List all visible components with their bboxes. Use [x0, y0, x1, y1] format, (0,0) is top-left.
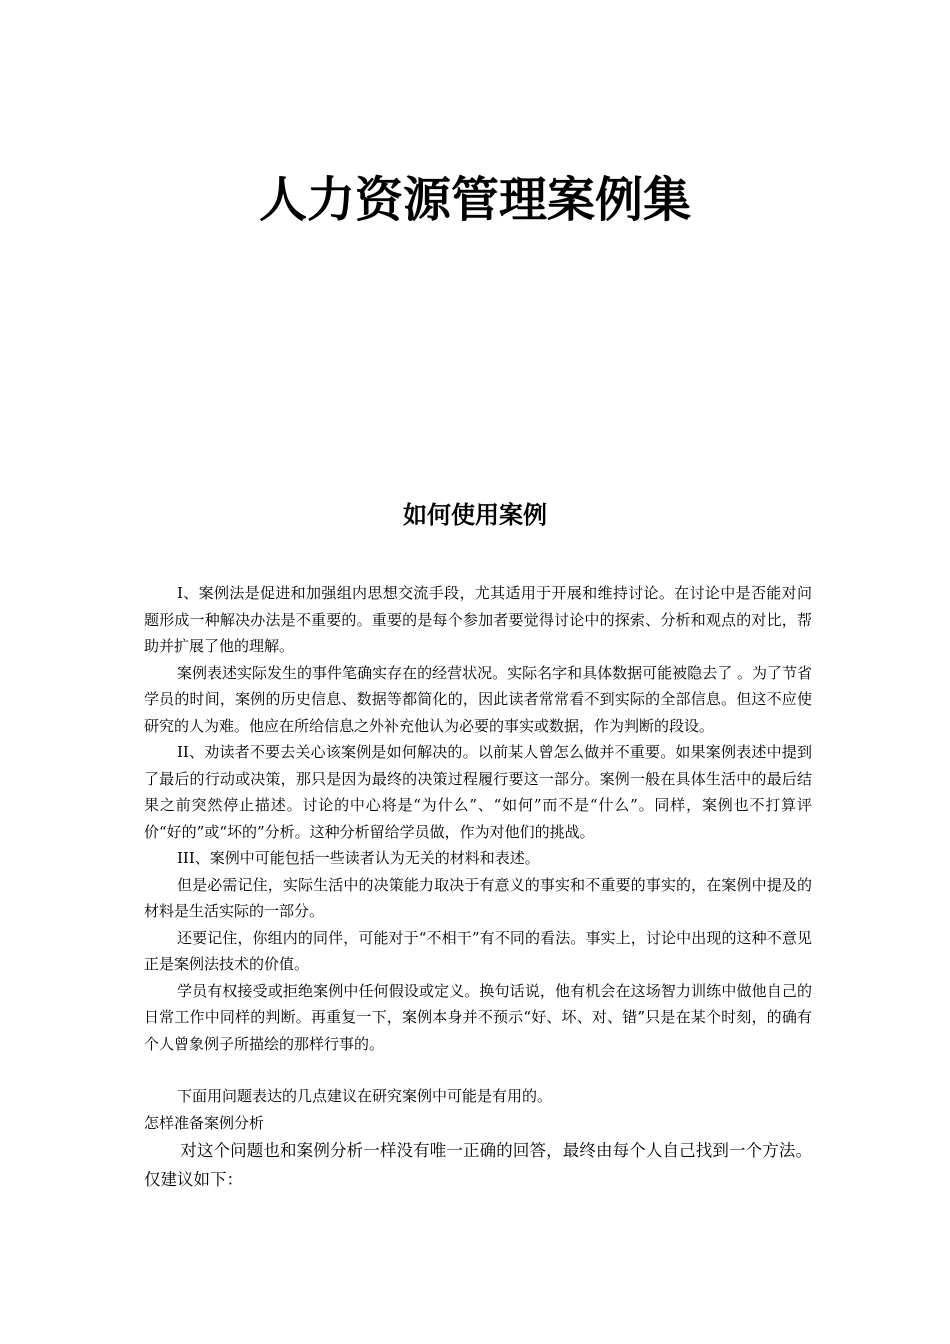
paragraph-suggestions-intro: 下面用问题表达的几点建议在研究案例中可能是有用的。 — [177, 1087, 553, 1105]
paragraph-peer-opinions: 还要记住，你组内的同伴，可能对于“不相干”有不同的看法。事实上，讨论中出现的这种不意见正是案例法技术的价值。 — [144, 928, 812, 973]
paragraph-irrelevant-material: III、案例中可能包括一些读者认为无关的材料和表述。 — [177, 849, 540, 867]
paragraph-case-method: I、案例法是促进和加强组内思想交流手段，尤其适用于开展和维持讨论。在讨论中是否能对问题形成一种解决办法是不重要的。重要的是每个参加者要觉得讨论中的探索、分析和观点的对比，帮助并扩展了他的理解。 — [144, 584, 812, 655]
document-body — [144, 580, 812, 1194]
paragraph-assumptions: 学员有权接受或拒绝案例中任何假设或定义。换句话说，他有机会在这场智力训练中做他自己的日常工作中同样的判断。再重复一下，案例本身并不预示“好、坏、对、错”只是在某个时刻，的确有个人曾象例子所描绘的那样行事的。 — [144, 981, 812, 1053]
paragraph-decision-ability: 但是必需记住，实际生活中的决策能力取决于有意义的事实和不重要的事实的，在案例中提及的材料是生活实际的一部分。 — [144, 875, 812, 920]
paragraph-resolution: II、劝读者不要去关心该案例是如何解决的。以前某人曾怎么做并不重要。如果案例表述中提到了最后的行动或决策，那只是因为最终的决策过程履行要这一部分。案例一般在具体生活中的最后结果之前突然停止描述。讨论的中心将是“为什么”、“如何”而不是“什么”。同样，案例也不打算评价“好的”或“坏的”分析。这种分析留给学员做，作为对他们的挑战。 — [144, 743, 812, 841]
paragraph-case-description: 案例表述实际发生的事件笔确实存在的经营状况。实际名字和具体数据可能被隐去了 。为了节省学员的时间，案例的历史信息、数据等都简化的，因此读者常常看不到实际的全部信息。但这不应使研究的人为难。他应在所给信息之外补充他认为必要的事实或数据，作为判断的段设。 — [144, 663, 812, 735]
document-title: 人力资源管理案例集 — [258, 172, 691, 228]
section-title: 如何使用案例 — [403, 501, 547, 529]
subheading-prepare-analysis: 怎样准备案例分析 — [144, 1113, 265, 1132]
paragraph-prepare-method: 对这个问题也和案例分析一样没有唯一正确的回答，最终由每个人自己找到一个方法。仅建议如下： — [144, 1141, 812, 1189]
